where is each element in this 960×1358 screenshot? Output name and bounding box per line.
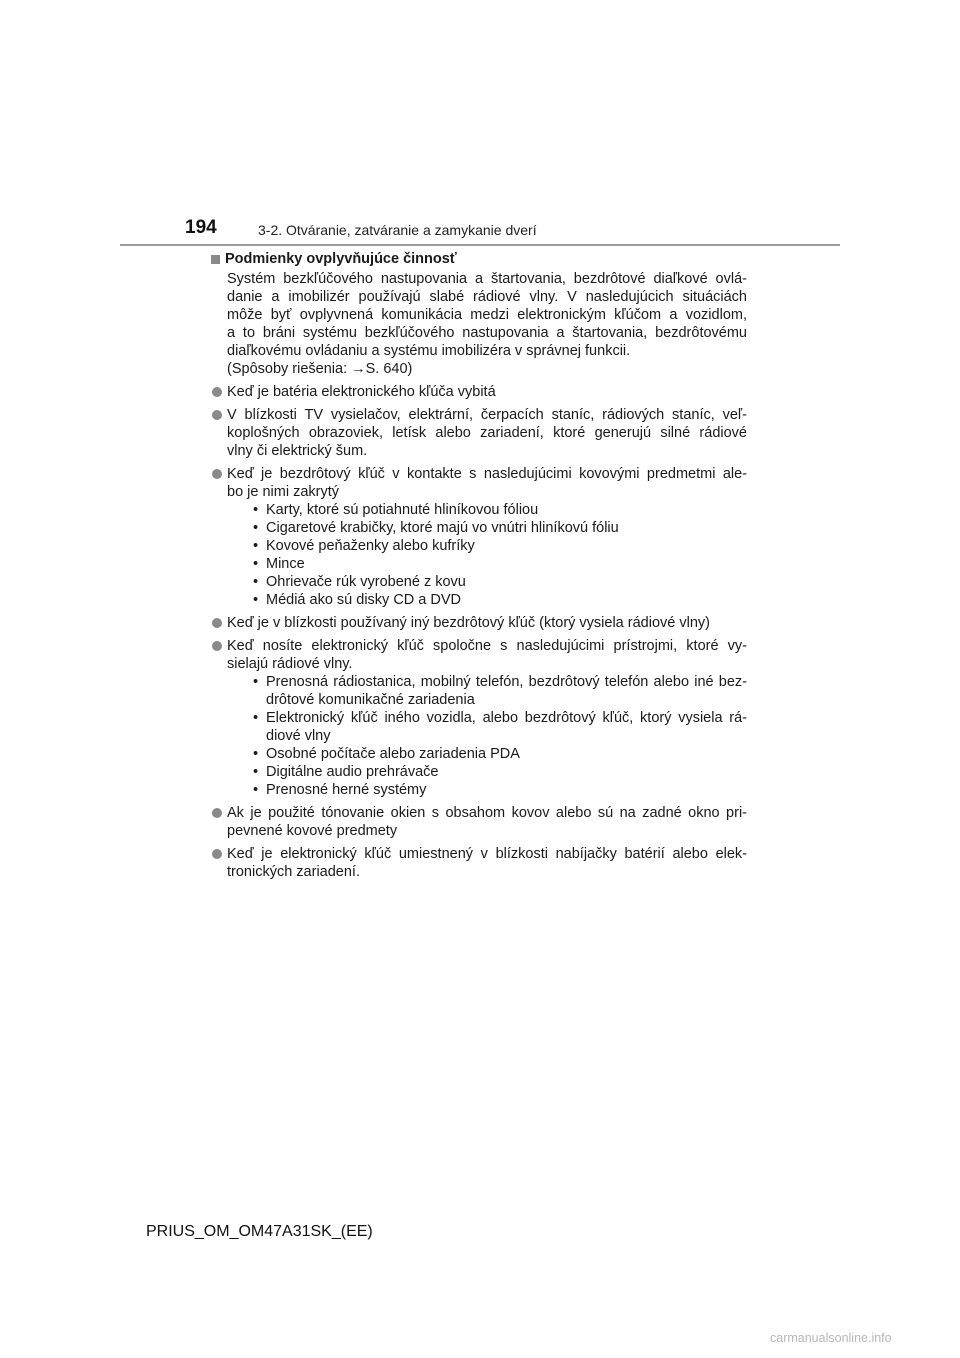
sub-list-item-text: Karty, ktoré sú potiahnuté hliníkovou fóliou [266,502,539,518]
sub-list-item [252,763,747,781]
section-heading [211,250,747,268]
list-item-text: vlny či elektrický šum. [227,443,368,459]
sub-list-item [252,555,747,573]
list-item [211,465,747,609]
round-bullet-icon [212,410,222,420]
sub-list-item [252,745,747,763]
header-rule [120,244,840,246]
list-item [211,614,747,632]
condition-list [211,383,747,881]
list-item [211,845,747,881]
intro-line: diaľkovému ovládaniu a systému imobilizéra v správnej funkcii. [227,343,631,359]
sub-list-item-text: Digitálne audio prehrávače [266,764,439,780]
list-item [211,804,747,840]
list-item [211,383,747,401]
sub-list-item [252,573,747,591]
intro-paragraph [227,270,747,378]
section-title: 3-2. Otváranie, zatváranie a zamykanie dverí [258,222,537,238]
page-number: 194 [185,217,217,238]
sub-list-item [252,501,747,519]
small-bullet-icon: • [253,592,259,608]
main-content [211,250,747,886]
list-item-text: sielajú rádiové vlny. [227,656,353,672]
sub-list-item-text: Cigaretové krabičky, ktoré majú vo vnútri hliníkovú fóliu [266,520,619,536]
round-bullet-icon [212,641,222,651]
small-bullet-icon: • [253,764,259,780]
intro-line: môže byť ovplyvnená komunikácia medzi elektronickým kľúčom a vozidlom, [227,307,747,323]
small-bullet-icon: • [253,556,259,572]
square-bullet-icon [211,255,220,264]
small-bullet-icon: • [253,710,259,726]
list-item-text: V blízkosti TV vysielačov, elektrární, čerpacích staníc, rádiových staníc, veľ- [227,407,747,423]
sub-list-item [252,519,747,537]
round-bullet-icon [212,469,222,479]
list-item-text: bo je nimi zakrytý [227,484,340,500]
sub-list-item-text: Kovové peňaženky alebo kufríky [266,538,475,554]
list-item-text: Keď je elektronický kľúč umiestnený v blízkosti nabíjačky batérií alebo elek- [227,846,747,862]
sub-list-item-text: drôtové komunikačné zariadenia [266,692,475,708]
watermark: carmanualsonline.info [770,1331,892,1345]
small-bullet-icon: • [253,782,259,798]
sub-list [252,501,747,609]
intro-line: (Spôsoby riešenia: →S. 640) [227,361,413,377]
sub-list-item-text: Osobné počítače alebo zariadenia PDA [266,746,520,762]
round-bullet-icon [212,849,222,859]
small-bullet-icon: • [253,538,259,554]
sub-list-item [252,591,747,609]
small-bullet-icon: • [253,574,259,590]
small-bullet-icon: • [253,520,259,536]
list-item-text: pevnené kovové predmety [227,823,398,839]
intro-line: danie a imobilizér používajú slabé rádiové vlny. V nasledujúcich situáciách [227,289,747,305]
list-item-text: Keď je bezdrôtový kľúč v kontakte s nasledujúcimi kovovými predmetmi ale- [227,466,747,482]
sub-list-item [252,709,747,745]
small-bullet-icon: • [253,674,259,690]
sub-list-item-text: Médiá ako sú disky CD a DVD [266,592,462,608]
intro-line: Systém bezkľúčového nastupovania a štartovania, bezdrôtové diaľkové ovlá- [227,271,747,287]
footer-code: PRIUS_OM_OM47A31SK_(EE) [146,1223,373,1240]
round-bullet-icon [212,618,222,628]
sub-list [252,673,747,799]
list-item [211,637,747,799]
sub-list-item-text: Prenosné herné systémy [266,782,427,798]
sub-list-item [252,781,747,799]
list-item-text: Keď nosíte elektronický kľúč spoločne s nasledujúcimi prístrojmi, ktoré vy- [227,638,747,654]
intro-line: a to bráni systému bezkľúčového nastupovania a štartovania, bezdrôtovému [227,325,747,341]
heading-text: Podmienky ovplyvňujúce činnosť [225,251,457,267]
round-bullet-icon [212,808,222,818]
list-item-text: Keď je v blízkosti používaný iný bezdrôtový kľúč (ktorý vysiela rádiové vlny) [227,615,710,631]
list-item-text: Ak je použité tónovanie okien s obsahom kovov alebo sú na zadné okno pri- [227,805,747,821]
small-bullet-icon: • [253,746,259,762]
sub-list-item-text: Elektronický kľúč iného vozidla, alebo bezdrôtový kľúč, ktorý vysiela rá- [266,710,747,726]
list-item-text: koplošných obrazoviek, letísk alebo zariadení, ktoré generujú silné rádiové [227,425,747,441]
list-item [211,406,747,460]
sub-list-item-text: Mince [266,556,305,572]
sub-list-item-text: diové vlny [266,728,331,744]
small-bullet-icon: • [253,502,259,518]
sub-list-item [252,673,747,709]
list-item-text: tronických zariadení. [227,864,360,880]
round-bullet-icon [212,387,222,397]
list-item-text: Keď je batéria elektronického kľúča vybitá [227,384,496,400]
sub-list-item [252,537,747,555]
sub-list-item-text: Ohrievače rúk vyrobené z kovu [266,574,466,590]
sub-list-item-text: Prenosná rádiostanica, mobilný telefón, bezdrôtový telefón alebo iné bez- [266,674,747,690]
